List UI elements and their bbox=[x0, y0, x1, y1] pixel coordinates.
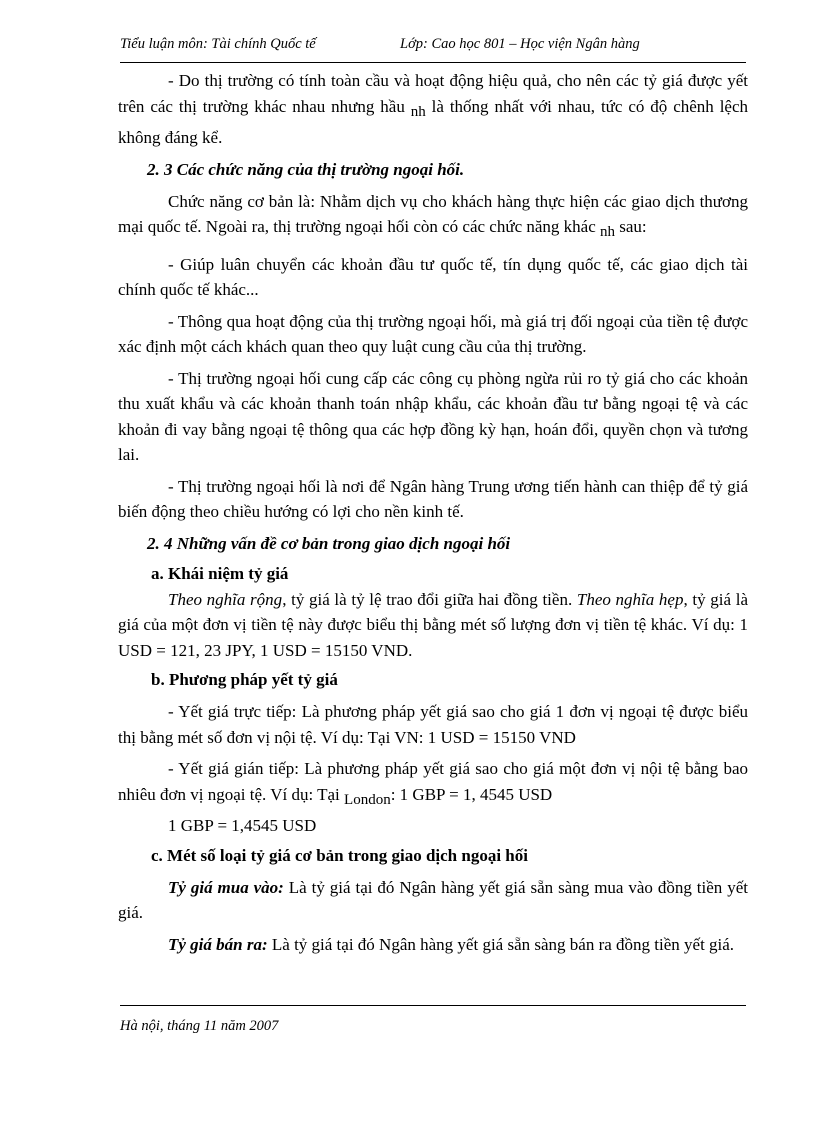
paragraph bbox=[118, 875, 748, 926]
text-run: là thống nhất với nhau, tức có độ chênh lệch không đáng kể. bbox=[118, 96, 749, 147]
document-body bbox=[118, 68, 748, 957]
subheading-b: b. Phương pháp yết tỷ giá bbox=[151, 670, 338, 689]
term-label: Tỷ giá bán ra: bbox=[168, 934, 268, 954]
page-header bbox=[120, 36, 746, 56]
paragraph bbox=[118, 68, 748, 151]
text-run: Là tỷ giá tại đó Ngân hàng yết giá sẵn sàng mua vào đồng tiền yết giá. bbox=[118, 877, 748, 922]
paragraph: - Yết giá trực tiếp: Là phương pháp yết giá sao cho giá 1 đơn vị ngoại tệ được biểu thị bằng mét số đơn vị nội tệ. Ví dụ: Tại VN: 1 USD = 15150 VND bbox=[118, 702, 748, 747]
paragraph: 1 GBP = 1,4545 USD bbox=[168, 816, 317, 835]
page-footer: Hà nội, tháng 11 năm 2007 bbox=[120, 1018, 279, 1034]
subscript-text: nh bbox=[600, 224, 616, 240]
footer-divider bbox=[120, 1005, 746, 1006]
text-run: , tỷ giá là tỷ lệ trao đổi giữa hai đồng tiền. bbox=[282, 589, 573, 609]
paragraph bbox=[118, 189, 748, 246]
text-run: Chức năng cơ bản là: Nhằm dịch vụ cho khách hàng thực hiện các giao dịch thương mại quốc tế. Ngoài ra, thị trường ngoại hối còn có các chức năng khác bbox=[118, 191, 748, 236]
term-label: Tỷ giá mua vào: bbox=[168, 877, 284, 897]
header-class: Lớp: Cao học 801 – Học viện Ngân hàng bbox=[400, 36, 640, 52]
text-run: - Yết giá gián tiếp: Là phương pháp yết giá sao cho giá một đơn vị nội tệ bằng bao nhiêu đơn vị ngoại tệ. Ví dụ: Tại bbox=[118, 759, 748, 804]
italic-text: Theo nghĩa rộng bbox=[168, 589, 283, 609]
subheading-a: a. Khái niệm tỷ giá bbox=[151, 563, 289, 583]
paragraph: - Thông qua hoạt động của thị trường ngoại hối, mà giá trị đối ngoại của tiền tệ được xác định một cách khách quan theo quy luật cung cầu của thị trường. bbox=[118, 311, 748, 356]
text-run: - Do thị trường có tính toàn cầu và hoạt động hiệu quả, cho nên các tỷ giá được yết trên các thị trường khác nhau nhưng hầu bbox=[118, 71, 748, 116]
text-run: Là tỷ giá tại đó Ngân hàng yết giá sẵn sàng bán ra đồng tiền yết giá. bbox=[271, 934, 735, 954]
text-run: sau: bbox=[619, 217, 647, 236]
italic-text: Theo nghĩa hẹp bbox=[576, 589, 684, 609]
paragraph: - Thị trường ngoại hối là nơi để Ngân hàng Trung ương tiến hành can thiệp để tỷ giá biến động theo chiều hướng có lợi cho nền kinh tế. bbox=[118, 476, 748, 521]
text-run: : 1 GBP = 1, 4545 USD bbox=[390, 784, 553, 804]
subscript-text: nh bbox=[410, 103, 426, 120]
header-course: Tiểu luận môn: Tài chính Quốc tế bbox=[120, 36, 316, 52]
section-heading-2-3: 2. 3 Các chức năng của thị trường ngoại hối. bbox=[147, 159, 465, 179]
subscript-text: London bbox=[344, 791, 391, 808]
paragraph bbox=[118, 587, 748, 664]
section-heading-2-4: 2. 4 Những vấn đề cơ bản trong giao dịch ngoại hối bbox=[147, 533, 511, 553]
paragraph: - Thị trường ngoại hối cung cấp các công cụ phòng ngừa rủi ro tỷ giá cho các khoản thu xuất khẩu và các khoản thanh toán nhập khẩu, các khoản đầu tư bằng ngoại tệ và các khoản đi vay bằng ngoại tệ thông qua các hợp đồng kỳ hạn, hoán đổi, quyền chọn và tương lai. bbox=[118, 368, 748, 464]
paragraph: - Giúp luân chuyển các khoản đầu tư quốc tế, tín dụng quốc tế, các giao dịch tài chính quốc tế khác... bbox=[118, 254, 748, 299]
header-divider bbox=[120, 62, 746, 63]
paragraph bbox=[118, 932, 748, 958]
paragraph bbox=[118, 756, 748, 813]
subheading-c: c. Mét số loại tỷ giá cơ bản trong giao dịch ngoại hối bbox=[151, 845, 528, 865]
text-run: , tỷ giá là giá của một đơn vị tiền tệ này được biểu thị bằng mét số lượng đơn vị tiền tệ khác. Ví dụ: 1 USD = 121, 23 JPY, 1 USD = 15150 VND. bbox=[118, 589, 749, 660]
